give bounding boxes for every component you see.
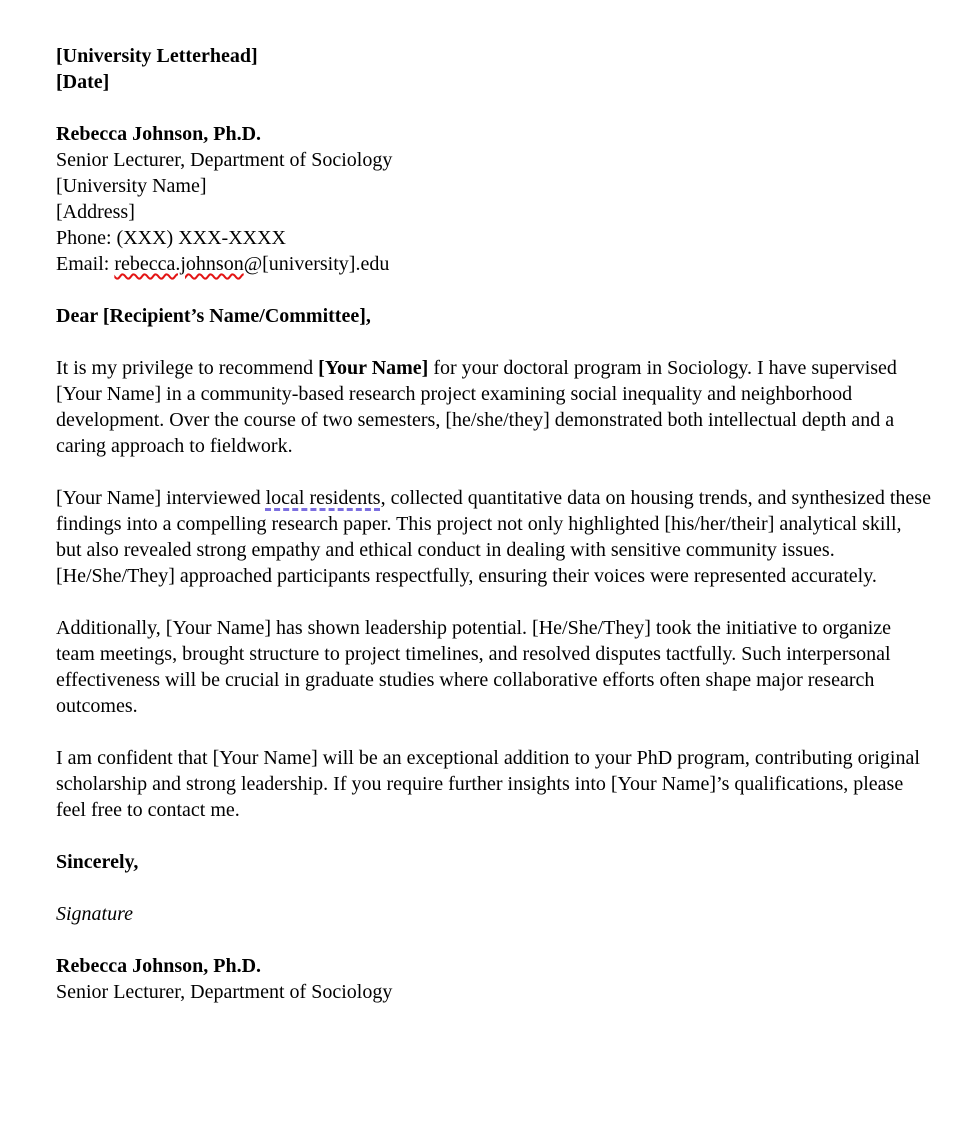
your-name-bold-placeholder: [Your Name] [318, 357, 429, 379]
sender-name: Rebecca Johnson, Ph.D. [56, 123, 262, 145]
letterhead-block [56, 43, 932, 95]
sender-title: Senior Lecturer, Department of Sociology [56, 149, 393, 171]
closing: Sincerely, [56, 851, 139, 873]
paragraph-1-start: It is my privilege to recommend [56, 357, 319, 379]
sender-phone: Phone: (XXX) XXX-XXXX [56, 227, 286, 249]
email-label: Email: [56, 253, 115, 275]
paragraph-1 [56, 355, 932, 459]
signature-name: Rebecca Johnson, Ph.D. [56, 955, 262, 977]
email-username-misspelled: rebecca.johnson [114, 253, 244, 275]
paragraph-2-rest: , collected quantitative data on housing trends, and synthesized these findings into a compelling research paper. This project not only highlighted [his/her/their] analytical skill, but also revealed strong empathy and ethical conduct in dealing with sensitive community issues. [He/She/They] approached participants respectfully, ensuring their voices were represented accurately. [56, 487, 931, 587]
email-domain: @[university].edu [243, 253, 390, 275]
paragraph-1-rest: for your doctoral program in Sociology. I have supervised [Your Name] in a community-based research project examining social inequality and neighborhood development. Over the course of two semesters, [he/she/they] demonstrated both intellectual depth and a caring approach to fieldwork. [56, 357, 897, 457]
paragraph-2 [56, 485, 932, 589]
signature-block [56, 953, 932, 1005]
signature-placeholder: Signature [56, 903, 134, 925]
paragraph-4: I am confident that [Your Name] will be an exceptional addition to your PhD program, contributing original scholarship and strong leadership. If you require further insights into [Your Name]’s qualifications, please feel free to contact me. [56, 747, 920, 821]
sender-address: [Address] [56, 201, 135, 223]
sender-address-block [56, 121, 932, 277]
signature-title: Senior Lecturer, Department of Sociology [56, 981, 393, 1003]
paragraph-2-start: [Your Name] interviewed [56, 487, 266, 509]
letterhead-placeholder: [University Letterhead] [56, 45, 258, 67]
sender-university: [University Name] [56, 175, 207, 197]
sender-email-line [56, 251, 932, 277]
grammar-flagged-phrase: local residents [265, 487, 381, 509]
salutation: Dear [Recipient’s Name/Committee], [56, 305, 371, 327]
date-placeholder: [Date] [56, 71, 110, 93]
paragraph-3: Additionally, [Your Name] has shown leadership potential. [He/She/They] took the initiative to organize team meetings, brought structure to project timelines, and resolved disputes tactfully. Such interpersonal effectiveness will be crucial in graduate studies where collaborative efforts often shape major research outcomes. [56, 617, 892, 717]
